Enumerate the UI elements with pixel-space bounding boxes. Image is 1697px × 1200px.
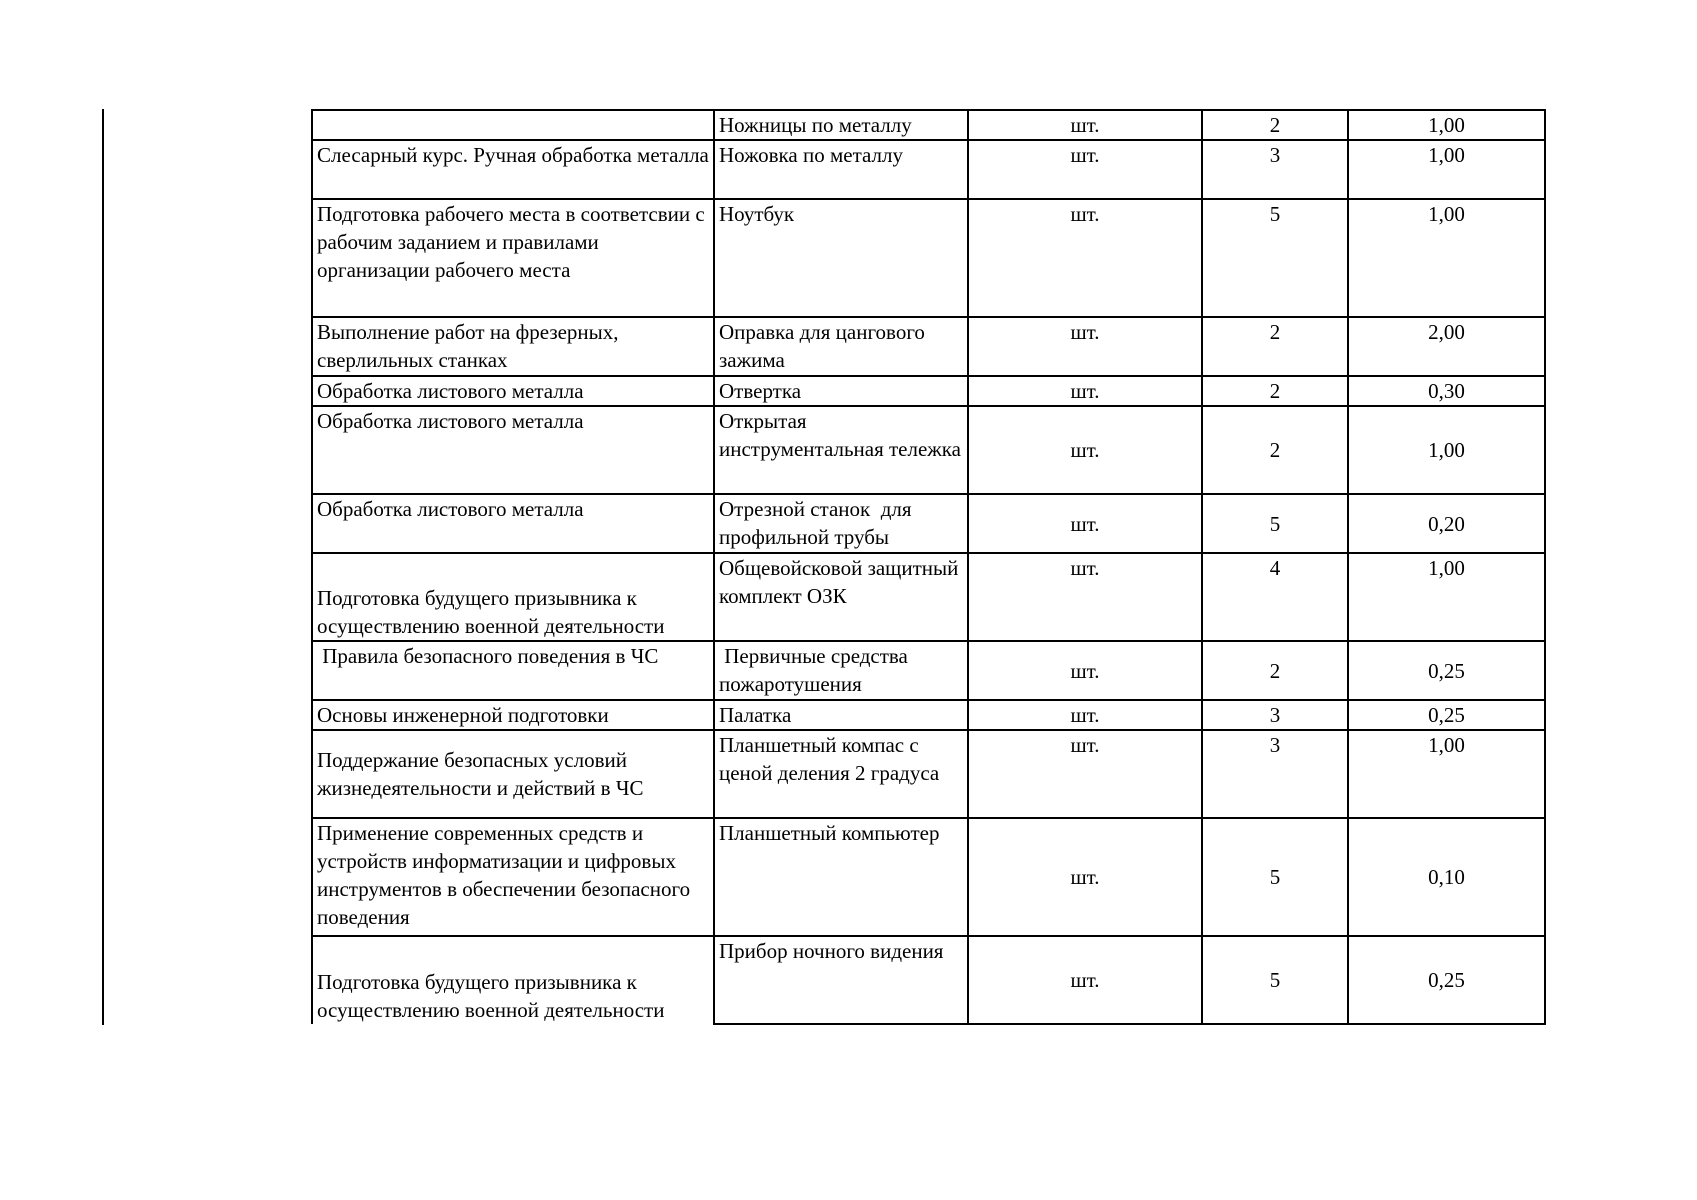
coefficient-cell: 0,30: [1348, 376, 1545, 406]
item-cell: Общевойсковой защитный комплект ОЗК: [714, 553, 968, 641]
item-cell: Оправка для цангового зажима: [714, 317, 968, 376]
item-cell: Отрезной станок для профильной трубы: [714, 494, 968, 553]
item-cell: Открытая инструментальная тележка: [714, 406, 968, 494]
quantity-cell: 5: [1202, 936, 1348, 1024]
coefficient-cell: 1,00: [1348, 730, 1545, 818]
unit-cell: шт.: [968, 140, 1202, 199]
table-row: [312, 140, 1545, 199]
item-cell: Ножницы по металлу: [714, 110, 968, 140]
quantity-cell: 2: [1202, 317, 1348, 376]
topic-cell: Подготовка рабочего места в соответсвии с рабочим заданием и правилами организации рабочего места: [312, 199, 714, 317]
item-cell: Прибор ночного видения: [714, 936, 968, 1024]
unit-cell: шт.: [968, 553, 1202, 641]
table-row: [312, 376, 1545, 406]
table-row: [312, 199, 1545, 317]
table-row: [312, 406, 1545, 494]
quantity-cell: 5: [1202, 818, 1348, 936]
table-row: [312, 700, 1545, 730]
coefficient-cell: 2,00: [1348, 317, 1545, 376]
quantity-cell: 5: [1202, 199, 1348, 317]
coefficient-cell: 0,20: [1348, 494, 1545, 553]
topic-cell: Подготовка будущего призывника к осуществлению военной деятельности: [312, 553, 714, 641]
topic-cell: Обработка листового металла: [312, 376, 714, 406]
coefficient-cell: 1,00: [1348, 553, 1545, 641]
coefficient-cell: 1,00: [1348, 110, 1545, 140]
unit-cell: шт.: [968, 110, 1202, 140]
coefficient-cell: 0,10: [1348, 818, 1545, 936]
unit-cell: шт.: [968, 376, 1202, 406]
table-row: [312, 553, 1545, 641]
table-row: [312, 818, 1545, 936]
coefficient-cell: 0,25: [1348, 936, 1545, 1024]
unit-cell: шт.: [968, 700, 1202, 730]
quantity-cell: 3: [1202, 140, 1348, 199]
quantity-cell: 4: [1202, 553, 1348, 641]
topic-cell: Обработка листового металла: [312, 406, 714, 494]
quantity-cell: 2: [1202, 376, 1348, 406]
coefficient-cell: 0,25: [1348, 641, 1545, 700]
item-cell: Первичные средства пожаротушения: [714, 641, 968, 700]
topic-cell: Правила безопасного поведения в ЧС: [312, 641, 714, 700]
unit-cell: шт.: [968, 641, 1202, 700]
table-row: [312, 730, 1545, 818]
coefficient-cell: 1,00: [1348, 140, 1545, 199]
topic-cell: Подготовка будущего призывника к осуществлению военной деятельности: [312, 936, 714, 1024]
topic-cell: Поддержание безопасных условий жизнедеятельности и действий в ЧС: [312, 730, 714, 818]
coefficient-cell: 1,00: [1348, 406, 1545, 494]
unit-cell: шт.: [968, 494, 1202, 553]
item-cell: Палатка: [714, 700, 968, 730]
table-row: [312, 641, 1545, 700]
unit-cell: шт.: [968, 818, 1202, 936]
page-margin-rule: [102, 109, 104, 1025]
item-cell: Ножовка по металлу: [714, 140, 968, 199]
quantity-cell: 2: [1202, 641, 1348, 700]
equipment-table: [311, 109, 1546, 1025]
quantity-cell: 5: [1202, 494, 1348, 553]
table-row: [312, 936, 1545, 1024]
unit-cell: шт.: [968, 406, 1202, 494]
quantity-cell: 2: [1202, 406, 1348, 494]
coefficient-cell: 0,25: [1348, 700, 1545, 730]
unit-cell: шт.: [968, 317, 1202, 376]
topic-cell: Основы инженерной подготовки: [312, 700, 714, 730]
table-row: [312, 110, 1545, 140]
topic-cell: Обработка листового металла: [312, 494, 714, 553]
item-cell: Ноутбук: [714, 199, 968, 317]
coefficient-cell: 1,00: [1348, 199, 1545, 317]
unit-cell: шт.: [968, 936, 1202, 1024]
unit-cell: шт.: [968, 199, 1202, 317]
table-row: [312, 317, 1545, 376]
table-row: [312, 494, 1545, 553]
quantity-cell: 3: [1202, 700, 1348, 730]
topic-cell: [312, 110, 714, 140]
topic-cell: Слесарный курс. Ручная обработка металла: [312, 140, 714, 199]
item-cell: Отвертка: [714, 376, 968, 406]
quantity-cell: 2: [1202, 110, 1348, 140]
unit-cell: шт.: [968, 730, 1202, 818]
quantity-cell: 3: [1202, 730, 1348, 818]
item-cell: Планшетный компас с ценой деления 2 градуса: [714, 730, 968, 818]
item-cell: Планшетный компьютер: [714, 818, 968, 936]
topic-cell: Применение современных средств и устройств информатизации и цифровых инструментов в обеспечении безопасного поведения: [312, 818, 714, 936]
topic-cell: Выполнение работ на фрезерных, сверлильных станках: [312, 317, 714, 376]
